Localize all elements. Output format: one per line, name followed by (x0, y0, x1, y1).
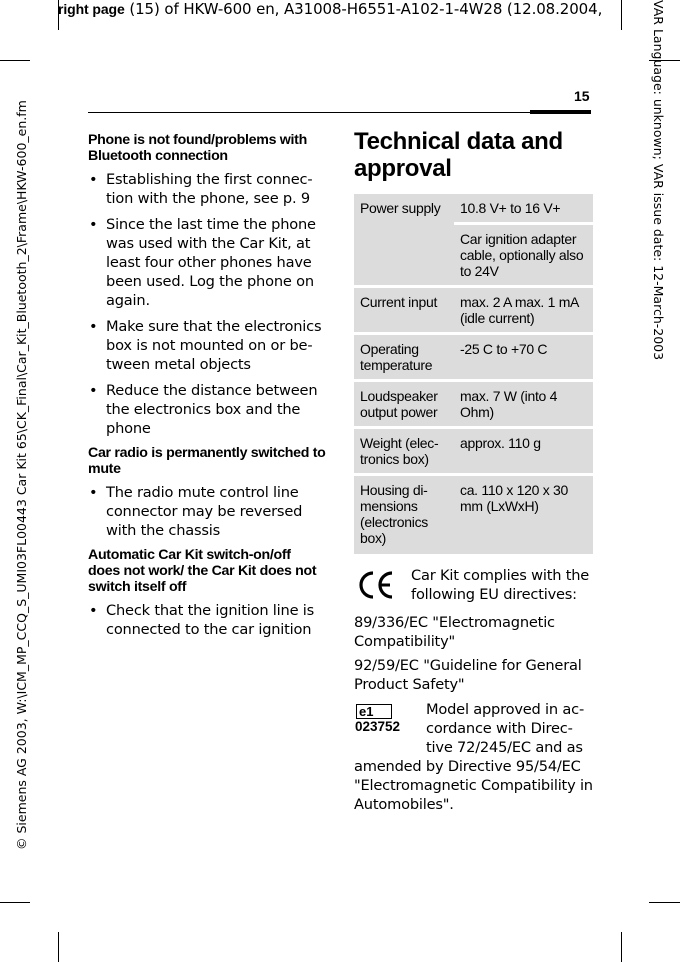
section-heading: Phone is not found/problems with Bluetooth connection (88, 132, 307, 164)
crop-mark (649, 902, 680, 903)
list-item: • Make sure that the electronics box is not mounted on or be-tween metal objects (88, 317, 326, 374)
side-copyright: © Siemens AG 2003, W:\ICM_MP_CCQ_S_UMI03FL00443 Car Kit 65\CK_Final\Car_Kit_Bluetooth_2\Frame\HKW-600_en.fm (14, 100, 29, 850)
ce-text: Car Kit complies with the following EU directives: (411, 567, 590, 603)
spec-table (354, 194, 593, 554)
ce-block (354, 566, 593, 606)
table-row (354, 334, 593, 381)
spec-label: Operating temperature (354, 334, 454, 381)
list-item: • Check that the ignition line is connected to the car ignition (88, 601, 326, 639)
spec-label: Weight (elec-tronics box) (354, 428, 454, 475)
page-number: 15 (574, 88, 590, 104)
list-item: • Establishing the first connec-tion with the phone, see p. 9 (88, 170, 326, 208)
print-header (58, 0, 618, 18)
spec-value: 10.8 V+ to 16 V+ (454, 194, 593, 224)
bullet-list (88, 601, 326, 639)
e1-block (354, 700, 593, 757)
table-row (354, 475, 593, 555)
crop-mark (58, 932, 59, 962)
spec-value: ca. 110 x 120 x 30 mm (LxWxH) (454, 475, 593, 555)
spec-value: approx. 110 g (454, 428, 593, 475)
approval-text-continued: amended by Directive 95/54/EC "Electromagnetic Compatibility in Automobiles". (354, 758, 593, 813)
crop-mark (621, 0, 622, 30)
directive-text: 92/59/EC "Guideline for General Product Safety" (354, 657, 582, 693)
header-text: (15) of HKW-600 en, A31008-H6551-A102-1-4W28 (12.08.2004, (129, 0, 603, 18)
side-var-info: VAR Language: unknown; VAR issue date: 12-March-2003 (651, 0, 666, 361)
spec-label: Current input (354, 287, 454, 334)
table-row (354, 428, 593, 475)
crop-mark (621, 932, 622, 962)
troubleshooting-column (88, 132, 326, 646)
header-rule (88, 112, 591, 113)
list-item: • Since the last time the phone was used with the Car Kit, at least four other phones have been used. Log the phone on again. (88, 215, 326, 310)
bullet-list (88, 483, 326, 540)
spec-value: max. 7 W (into 4 Ohm) (454, 381, 593, 428)
header-prefix: right page (58, 1, 125, 17)
page-title: Technical data and approval (354, 128, 563, 182)
spec-label: Power supply (354, 194, 454, 287)
ce-mark-icon (356, 570, 396, 600)
approval-text: Model approved in ac-cordance with Direc-tive 72/245/EC and as (426, 701, 585, 756)
e1-mark: e1 (356, 704, 392, 719)
bullet-list (88, 170, 326, 438)
directive-text: 89/336/EC "Electromagnetic Compatibility" (354, 614, 555, 650)
table-row (354, 287, 593, 334)
spec-label: Loudspeaker output power (354, 381, 454, 428)
spec-label: Housing di-mensions (electronics box) (354, 475, 454, 555)
table-row (354, 381, 593, 428)
crop-mark (0, 902, 30, 903)
list-item: • The radio mute control line connector may be reversed with the chassis (88, 483, 326, 540)
spec-value: Car ignition adapter cable, optionally also to 24V (454, 224, 593, 287)
table-row (354, 194, 593, 224)
section-heading: Automatic Car Kit switch-on/off does not work/ the Car Kit does not switch itself off (88, 547, 317, 595)
list-item: • Reduce the distance between the electronics box and the phone (88, 381, 326, 438)
spec-value: -25 C to +70 C (454, 334, 593, 381)
spec-value: max. 2 A max. 1 mA (idle current) (454, 287, 593, 334)
approval-number: 023752 (355, 719, 401, 734)
section-heading: Car radio is permanently switched to mute (88, 445, 326, 477)
technical-data-column (354, 128, 593, 814)
page-number-bar (530, 110, 591, 114)
